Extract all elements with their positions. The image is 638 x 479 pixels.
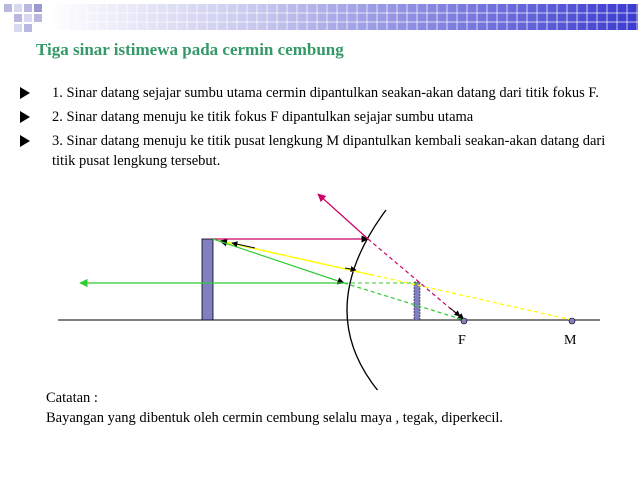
bullet-text: 1. Sinar datang sejajar sumbu utama cermin dipantulkan seakan-akan datang dari titik fokus F.: [52, 85, 599, 101]
ray1-reflected: [318, 194, 368, 239]
focus-label: F: [458, 333, 466, 348]
ray2-virtual-extension: [344, 283, 464, 320]
ray-arrow-small: [232, 243, 255, 248]
bullet-list: [20, 83, 620, 175]
image-bar: [414, 282, 420, 320]
bullet-item: [20, 131, 620, 171]
object-bar: [202, 239, 213, 320]
note-block: [46, 388, 503, 428]
bullet-marker-icon: [20, 111, 30, 123]
bullet-text: 2. Sinar datang menuju ke titik fokus F dipantulkan sejajar sumbu utama: [52, 109, 474, 125]
note-text: Bayangan yang dibentuk oleh cermin cembung selalu maya , tegak, diperkecil.: [46, 410, 503, 426]
ray-arrow-small: [450, 308, 460, 316]
header-gradient-bar: [48, 4, 638, 30]
bullet-item: [20, 107, 620, 127]
center-point: [569, 318, 575, 324]
bullet-text: 3. Sinar datang menuju ke titik pusat lengkung M dipantulkan kembali seakan-akan datang dari titik pusat lengkung tersebut.: [52, 133, 606, 169]
ray3-reflected: [220, 241, 372, 275]
bullet-marker-icon: [20, 135, 30, 147]
center-label: M: [564, 333, 577, 348]
convex-mirror-ray-diagram: [0, 190, 638, 390]
ray2-incident: [213, 239, 344, 283]
slide-title: Tiga sinar istimewa pada cermin cembung: [36, 40, 344, 59]
focus-point: [461, 318, 467, 324]
bullet-item: [20, 83, 620, 103]
bullet-marker-icon: [20, 87, 30, 99]
note-heading: Catatan :: [46, 390, 98, 406]
